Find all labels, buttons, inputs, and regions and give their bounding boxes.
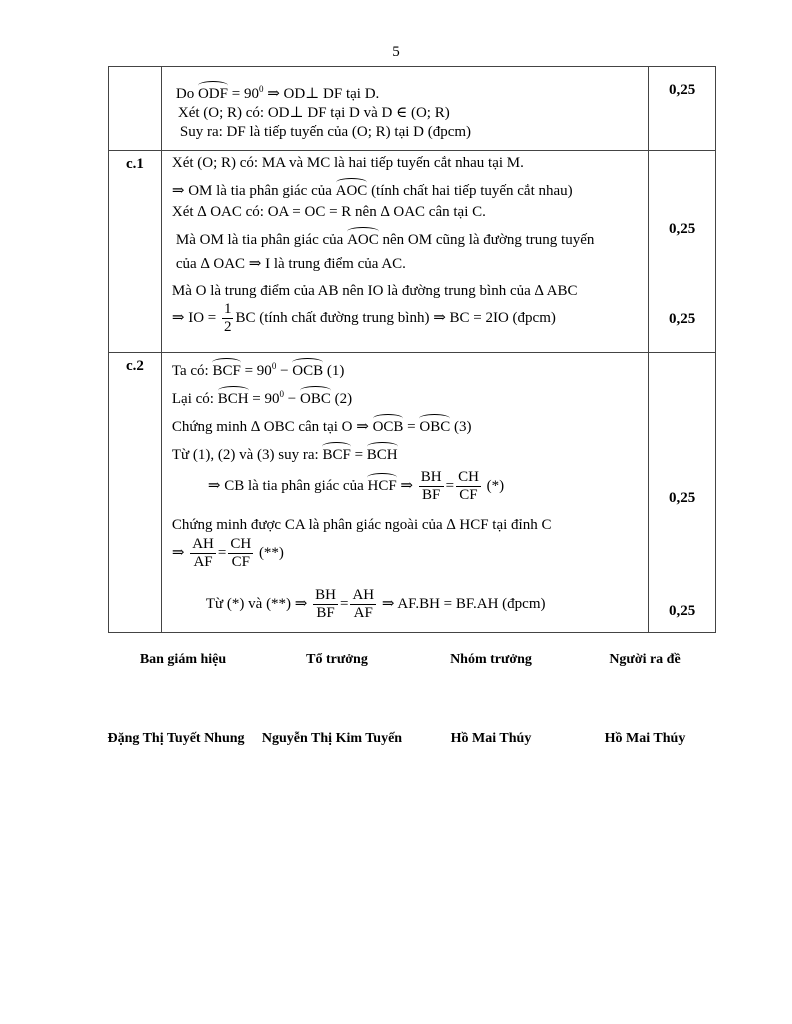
score-cell: [649, 67, 716, 151]
content-line: Xét (O; R) có: MA và MC là hai tiếp tuyến cắt nhau tại M.: [171, 155, 524, 171]
content-line: Mà OM là tia phân giác của AOC nên OM cũng là đường trung tuyến: [176, 227, 595, 249]
content-line: Chứng minh ∆ OBC cân tại O ⇒ OCB = OBC (3): [172, 414, 472, 436]
content-line: ⇒ CB là tia phân giác của HCF ⇒ $\frac{BH}{BF}$ = $\frac{CH}{CF}$ (*): [207, 469, 505, 503]
page-number: 5: [392, 44, 400, 60]
table-row: [109, 67, 716, 151]
row-label: [109, 67, 162, 151]
content-line: ⇒ $\frac{AH}{AF}$ = $\frac{CH}{CF}$ (**): [171, 536, 284, 570]
signature-title: Nhóm trưởng: [450, 652, 532, 667]
answer-table: [108, 66, 716, 633]
row-label: c.1: [109, 151, 162, 353]
score: 0,25: [668, 490, 696, 506]
content-line: ⇒ IO = $\frac{1}{2}$ BC (tính chất đường trung bình) ⇒ BC = 2IO (đpcm): [171, 301, 556, 335]
fraction: $\frac{CH}{CF}$: [230, 536, 252, 570]
signature-name: Hồ Mai Thúy: [450, 731, 532, 746]
table-row: [109, 353, 716, 633]
content-line: Xét ∆ OAC có: OA = OC = R nên ∆ OAC cân tại C.: [171, 204, 486, 220]
fraction: $\frac{1}{2}$: [223, 301, 232, 335]
fraction: $\frac{BH}{BF}$: [315, 587, 336, 621]
content-line: Ta có: BCF = $90^0$ − OCB (1): [172, 357, 345, 380]
row-label: c.2: [109, 353, 162, 633]
content-line: Do ODF = $90^0$ ⇒ OD⊥ DF tại D.: [176, 80, 379, 103]
content-line: ⇒ OM là tia phân giác của AOC (tính chất hai tiếp tuyến cắt nhau): [172, 178, 573, 200]
score: 0,25: [668, 82, 696, 98]
score: 0,25: [668, 603, 696, 619]
fraction: $\frac{AH}{AF}$: [352, 587, 375, 621]
score: 0,25: [668, 311, 696, 327]
content-line: Chứng minh được CA là phân giác ngoài của ∆ HCF tại đỉnh C: [171, 517, 552, 533]
content-line: Từ (1), (2) và (3) suy ra: BCF = BCH: [172, 442, 398, 464]
signature-title: Ban giám hiệu: [139, 652, 227, 667]
fraction: $\frac{CH}{CF}$: [458, 469, 479, 503]
signature-name: Nguyễn Thị Kim Tuyến: [261, 731, 403, 746]
fraction: $\frac{AH}{AF}$: [192, 536, 214, 570]
row-content: [161, 67, 648, 151]
signature-name: Đặng Thị Tuyết Nhung: [107, 731, 245, 746]
score: 0,25: [668, 221, 696, 237]
content-line: Từ (*) và (**) ⇒ $\frac{BH}{BF}$ = $\frac{AH}{AF}$ ⇒ AF.BH = BF.AH (đpcm): [205, 587, 546, 621]
row-content: [161, 151, 648, 353]
score-cell: [649, 151, 716, 353]
signature-title: Người ra đề: [609, 652, 681, 667]
content-line: Xét (O; R) có: OD⊥ DF tại D và D ∈ (O; R): [177, 105, 450, 121]
table-row: [109, 151, 716, 353]
signature-name: Hồ Mai Thúy: [604, 731, 686, 746]
content-line: Mà O là trung điểm của AB nên IO là đường trung bình của ∆ ABC: [171, 283, 578, 299]
content-line: Suy ra: DF là tiếp tuyến của (O; R) tại D (đpcm): [179, 124, 472, 140]
row-content: [161, 353, 648, 633]
score-cell: [649, 353, 716, 633]
fraction: $\frac{BH}{BF}$: [420, 469, 442, 503]
content-line: của ∆ OAC ⇒ I là trung điểm của AC.: [175, 256, 406, 272]
signature-title: Tổ trưởng: [306, 652, 368, 667]
content-line: Lại có: BCH = $90^0$ − OBC (2): [172, 385, 352, 408]
